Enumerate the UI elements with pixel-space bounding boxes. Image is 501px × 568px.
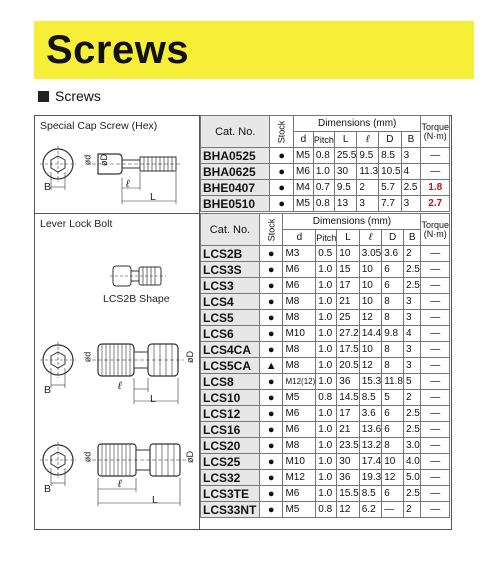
- table-row: [201, 148, 450, 164]
- torque-cell: —: [421, 278, 450, 294]
- cat-no-cell: LCS5: [201, 310, 260, 326]
- page-title: Screws: [46, 28, 190, 72]
- cap-screw-label-d: ød: [82, 154, 93, 166]
- L-cell: 25.5: [334, 148, 356, 164]
- table-row: [201, 486, 450, 502]
- L-cell: 36: [337, 470, 359, 486]
- l-cell: 9.5: [357, 148, 379, 164]
- section-heading: [38, 87, 101, 105]
- pitch-cell: 0.5: [316, 246, 337, 262]
- B-cell: 5.0: [403, 470, 421, 486]
- L-cell: 15: [337, 262, 359, 278]
- cat-no-cell: LCS33NT: [201, 502, 260, 518]
- l-cell: 19.3: [359, 470, 381, 486]
- B-cell: 5: [403, 374, 421, 390]
- torque-cell: —: [421, 374, 450, 390]
- L-cell: 17: [337, 406, 359, 422]
- d-cell: M8: [283, 342, 316, 358]
- lever-lock-drawing-2: [36, 432, 198, 512]
- D-cell: 10: [382, 454, 404, 470]
- D-cell: 8: [382, 358, 404, 374]
- d-cell: M12: [283, 470, 316, 486]
- D-cell: 6: [382, 406, 404, 422]
- B-header: B: [401, 132, 421, 148]
- section-heading-label: Screws: [55, 88, 101, 104]
- table-row: [201, 278, 450, 294]
- l-cell: 13.2: [359, 438, 381, 454]
- B-cell: 2.5: [401, 180, 421, 196]
- D-header: D: [379, 132, 401, 148]
- stock-cell: ●: [270, 148, 294, 164]
- stock-cell: ●: [259, 262, 283, 278]
- l-cell: 12: [359, 310, 381, 326]
- stock-cell: ●: [259, 326, 283, 342]
- cat-no-cell: BHA0525: [201, 148, 270, 164]
- B-cell: 2: [403, 246, 421, 262]
- D-cell: 6: [382, 262, 404, 278]
- stock-cell: ●: [259, 246, 283, 262]
- d-cell: M3: [283, 246, 316, 262]
- cat-no-cell: LCS4CA: [201, 342, 260, 358]
- cat-no-cell: BHE0407: [201, 180, 270, 196]
- D-cell: 5.7: [379, 180, 401, 196]
- pitch-cell: 1.0: [316, 374, 337, 390]
- cat-no-cell: BHA0625: [201, 164, 270, 180]
- l-cell: 10: [359, 278, 381, 294]
- d-cell: M10: [283, 326, 316, 342]
- B-cell: 3.0: [403, 438, 421, 454]
- cat-no-cell: LCS2B: [201, 246, 260, 262]
- pitch-cell: 0.7: [313, 180, 334, 196]
- d-cell: M4: [294, 180, 314, 196]
- stock-cell: ●: [259, 278, 283, 294]
- lcs2b-shape-caption: LCS2B Shape: [103, 293, 170, 305]
- d-header: d: [294, 132, 314, 148]
- L-cell: 12: [337, 502, 359, 518]
- stock-cell: ●: [259, 342, 283, 358]
- torque-cell: —: [421, 294, 450, 310]
- pitch-cell: 1.0: [316, 454, 337, 470]
- l-cell: 10: [359, 342, 381, 358]
- pitch-cell: 1.0: [316, 406, 337, 422]
- l-cell: 3.05: [359, 246, 381, 262]
- cat-no-cell: LCS32: [201, 470, 260, 486]
- B-cell: 3: [401, 196, 421, 212]
- pitch-cell: 0.8: [313, 148, 334, 164]
- table-row: [201, 310, 450, 326]
- stock-cell: ●: [259, 390, 283, 406]
- L-header: L: [334, 132, 356, 148]
- cat-no-cell: BHE0510: [201, 196, 270, 212]
- torque-cell: —: [421, 148, 450, 164]
- d-cell: M10: [283, 454, 316, 470]
- table-row: [201, 374, 450, 390]
- table-row: [201, 262, 450, 278]
- lever-lock-1-label-l: ℓ: [118, 380, 122, 392]
- stock-cell: ●: [270, 164, 294, 180]
- cat-no-cell: LCS4: [201, 294, 260, 310]
- l-cell: 2: [357, 180, 379, 196]
- pitch-cell: 1.0: [313, 164, 334, 180]
- cat-no-header: Cat. No.: [201, 116, 270, 148]
- D-cell: 3.6: [382, 246, 404, 262]
- cap-screw-label-b: B: [44, 181, 52, 193]
- cat-no-header: Cat. No.: [201, 214, 260, 246]
- pitch-cell: 0.8: [316, 390, 337, 406]
- pitch-cell: 1.0: [316, 278, 337, 294]
- D-cell: 8: [382, 342, 404, 358]
- D-cell: 6: [382, 486, 404, 502]
- pitch-cell: 1.0: [316, 358, 337, 374]
- B-cell: 2.5: [403, 422, 421, 438]
- section-divider: [34, 213, 199, 214]
- pitch-cell: 1.0: [316, 262, 337, 278]
- l-cell: 10: [359, 294, 381, 310]
- table-row: [201, 180, 450, 196]
- B-cell: 2: [403, 502, 421, 518]
- l-cell: 13.6: [359, 422, 381, 438]
- pitch-cell: 1.0: [316, 486, 337, 502]
- stock-cell: ●: [259, 406, 283, 422]
- l-cell: 8.5: [359, 390, 381, 406]
- B-cell: 3: [401, 148, 421, 164]
- D-cell: 5: [382, 390, 404, 406]
- torque-cell: —: [421, 486, 450, 502]
- stock-cell: ●: [259, 486, 283, 502]
- l-cell: 10: [359, 262, 381, 278]
- lever-lock-1-label-L: L: [150, 393, 156, 405]
- cat-no-cell: LCS5CA: [201, 358, 260, 374]
- D-header: D: [382, 230, 404, 246]
- cat-no-cell: LCS16: [201, 422, 260, 438]
- dimensions-header: Dimensions (mm): [294, 116, 421, 132]
- lever-lock-1-label-b: B: [44, 384, 52, 396]
- lcs2b-shape-drawing: [110, 262, 170, 292]
- L-cell: 10: [337, 246, 359, 262]
- d-cell: M6: [283, 278, 316, 294]
- torque-cell: —: [421, 422, 450, 438]
- stock-cell: ●: [270, 196, 294, 212]
- torque-cell: —: [421, 406, 450, 422]
- d-header: d: [283, 230, 316, 246]
- table-row: [201, 294, 450, 310]
- torque-cell: —: [421, 390, 450, 406]
- stock-cell: ●: [259, 470, 283, 486]
- D-cell: 6: [382, 422, 404, 438]
- l-cell: 17.4: [359, 454, 381, 470]
- D-cell: 11.8: [382, 374, 404, 390]
- table-row: [201, 326, 450, 342]
- L-cell: 21: [337, 422, 359, 438]
- pitch-cell: 0.8: [313, 196, 334, 212]
- lever-lock-2-label-b: B: [44, 483, 52, 495]
- cap-screw-table: [200, 115, 450, 212]
- l-cell: 11.3: [357, 164, 379, 180]
- cap-screw-label-D: øD: [99, 154, 109, 166]
- L-cell: 27.2: [337, 326, 359, 342]
- B-cell: 3: [403, 358, 421, 374]
- D-cell: 9.8: [382, 326, 404, 342]
- L-cell: 13: [334, 196, 356, 212]
- d-cell: M5: [283, 502, 316, 518]
- d-cell: M6: [283, 422, 316, 438]
- torque-cell: —: [421, 502, 450, 518]
- stock-cell: ●: [259, 310, 283, 326]
- l-cell: 3: [357, 196, 379, 212]
- d-cell: M6: [283, 486, 316, 502]
- L-cell: 30: [337, 454, 359, 470]
- torque-cell: —: [421, 438, 450, 454]
- d-cell: M8: [283, 294, 316, 310]
- stock-cell: ▲: [259, 358, 283, 374]
- d-cell: M5: [283, 390, 316, 406]
- B-cell: 4: [403, 326, 421, 342]
- table-row: [201, 196, 450, 212]
- torque-cell: —: [421, 454, 450, 470]
- pitch-cell: 0.8: [316, 502, 337, 518]
- square-bullet-icon: [38, 91, 49, 102]
- torque-cell: —: [421, 342, 450, 358]
- d-cell: M5: [294, 196, 314, 212]
- B-cell: 3: [403, 294, 421, 310]
- cat-no-cell: LCS8: [201, 374, 260, 390]
- lever-lock-1-label-D: øD: [185, 351, 195, 363]
- L-cell: 21: [337, 294, 359, 310]
- d-cell: M12(12): [283, 374, 316, 390]
- table-row: [201, 390, 450, 406]
- L-cell: 20.5: [337, 358, 359, 374]
- dimensions-header: Dimensions (mm): [283, 214, 421, 230]
- B-cell: 2.5: [403, 486, 421, 502]
- L-cell: 36: [337, 374, 359, 390]
- d-cell: M5: [294, 148, 314, 164]
- table-row: [201, 358, 450, 374]
- cat-no-cell: LCS3: [201, 278, 260, 294]
- torque-cell: —: [421, 246, 450, 262]
- lever-lock-drawing-1: [36, 330, 198, 410]
- B-cell: 2: [403, 390, 421, 406]
- d-cell: M8: [283, 438, 316, 454]
- torque-cell: —: [421, 164, 450, 180]
- lever-lock-2-label-D: øD: [185, 451, 195, 463]
- table-row: [201, 470, 450, 486]
- stock-cell: ●: [259, 454, 283, 470]
- pitch-cell: 1.0: [316, 470, 337, 486]
- L-cell: 9.5: [334, 180, 356, 196]
- pitch-cell: 1.0: [316, 438, 337, 454]
- stock-cell: ●: [259, 374, 283, 390]
- L-header: L: [337, 230, 359, 246]
- L-cell: 14.5: [337, 390, 359, 406]
- table-row: [201, 422, 450, 438]
- d-cell: M6: [294, 164, 314, 180]
- torque-cell: —: [421, 358, 450, 374]
- pitch-cell: 1.0: [316, 310, 337, 326]
- B-cell: 2.5: [403, 406, 421, 422]
- lever-lock-table: [200, 213, 450, 518]
- D-cell: —: [382, 502, 404, 518]
- B-cell: 4.0: [403, 454, 421, 470]
- cap-screw-label-l: ℓ: [126, 178, 130, 190]
- cat-no-cell: LCS3TE: [201, 486, 260, 502]
- stock-cell: ●: [259, 422, 283, 438]
- d-cell: M6: [283, 262, 316, 278]
- L-cell: 17: [337, 278, 359, 294]
- L-cell: 25: [337, 310, 359, 326]
- cat-no-cell: LCS20: [201, 438, 260, 454]
- table-row: [201, 406, 450, 422]
- cat-no-cell: LCS6: [201, 326, 260, 342]
- table-row: [201, 454, 450, 470]
- stock-cell: ●: [259, 502, 283, 518]
- l-cell: 15.3: [359, 374, 381, 390]
- B-cell: 3: [403, 310, 421, 326]
- cap-screw-label-L: L: [150, 191, 156, 203]
- table-row: [201, 246, 450, 262]
- l-cell: 3.6: [359, 406, 381, 422]
- B-header: B: [403, 230, 421, 246]
- B-cell: 4: [401, 164, 421, 180]
- stock-header: Stock: [259, 214, 283, 246]
- D-cell: 8: [382, 438, 404, 454]
- l-cell: 14.4: [359, 326, 381, 342]
- cat-no-cell: LCS3S: [201, 262, 260, 278]
- torque-cell: —: [421, 326, 450, 342]
- l-cell: 6.2: [359, 502, 381, 518]
- table-row: [201, 502, 450, 518]
- torque-header: Torque (N·m): [421, 116, 450, 148]
- D-cell: 8: [382, 310, 404, 326]
- cat-no-cell: LCS10: [201, 390, 260, 406]
- lever-lock-2-label-L: L: [152, 494, 158, 506]
- l-header: ℓ: [359, 230, 381, 246]
- torque-header: Torque (N·m): [421, 214, 450, 246]
- d-cell: M6: [283, 406, 316, 422]
- D-cell: 8: [382, 294, 404, 310]
- d-cell: M8: [283, 358, 316, 374]
- stock-cell: ●: [259, 438, 283, 454]
- L-cell: 23.5: [337, 438, 359, 454]
- lever-lock-2-label-d: ød: [82, 451, 93, 463]
- pitch-cell: 1.0: [316, 422, 337, 438]
- D-cell: 8.5: [379, 148, 401, 164]
- l-cell: 12: [359, 358, 381, 374]
- torque-cell: —: [421, 262, 450, 278]
- cap-screw-title: Special Cap Screw (Hex): [40, 120, 158, 132]
- lever-lock-title: Lever Lock Bolt: [40, 218, 113, 230]
- pitch-cell: 1.0: [316, 326, 337, 342]
- pitch-cell: 1.0: [316, 342, 337, 358]
- cap-screw-drawing: [36, 138, 198, 210]
- B-cell: 3: [403, 342, 421, 358]
- torque-cell: 1.8: [421, 180, 450, 196]
- pitch-header: Pitch: [313, 132, 334, 148]
- cat-no-cell: LCS12: [201, 406, 260, 422]
- D-cell: 6: [382, 278, 404, 294]
- cat-no-cell: LCS25: [201, 454, 260, 470]
- D-cell: 7.7: [379, 196, 401, 212]
- D-cell: 10.5: [379, 164, 401, 180]
- l-header: ℓ: [357, 132, 379, 148]
- L-cell: 17.5: [337, 342, 359, 358]
- B-cell: 2.5: [403, 278, 421, 294]
- torque-cell: 2.7: [421, 196, 450, 212]
- stock-header: Stock: [270, 116, 294, 148]
- l-cell: 8.5: [359, 486, 381, 502]
- L-cell: 15.5: [337, 486, 359, 502]
- pitch-cell: 1.0: [316, 294, 337, 310]
- stock-cell: ●: [259, 294, 283, 310]
- torque-cell: —: [421, 470, 450, 486]
- lever-lock-2-label-l: ℓ: [118, 478, 122, 490]
- pitch-header: Pitch: [316, 230, 337, 246]
- D-cell: 12: [382, 470, 404, 486]
- table-row: [201, 438, 450, 454]
- L-cell: 30: [334, 164, 356, 180]
- table-row: [201, 342, 450, 358]
- lever-lock-1-label-d: ød: [82, 351, 93, 363]
- title-banner: [34, 21, 474, 79]
- d-cell: M8: [283, 310, 316, 326]
- torque-cell: —: [421, 310, 450, 326]
- stock-cell: ●: [270, 180, 294, 196]
- table-row: [201, 164, 450, 180]
- B-cell: 2.5: [403, 262, 421, 278]
